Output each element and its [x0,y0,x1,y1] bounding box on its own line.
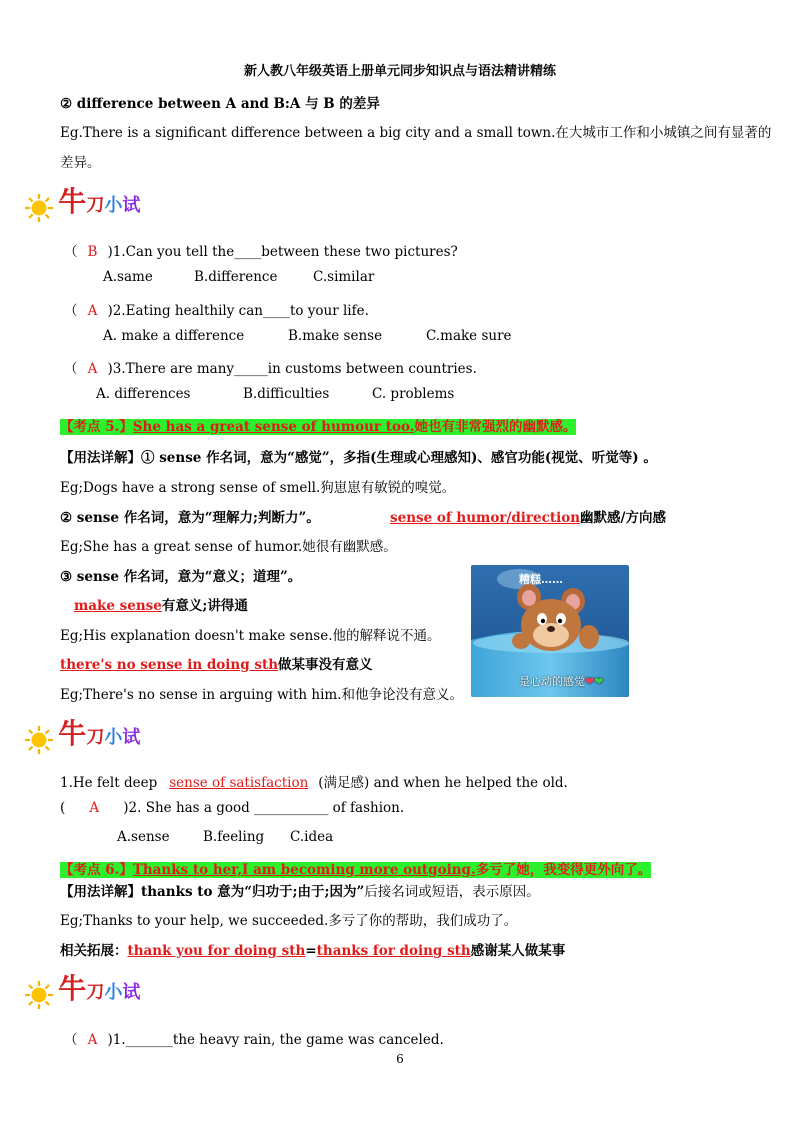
question-text: )3.There are many_____in customs between countries. [107,361,477,377]
question-text: )1.Can you tell the____between these two pictures? [107,244,458,260]
usage-label: 【用法详解】 [60,884,141,900]
example-line: Eg;There's no sense in arguing with him.和他争论没有意义。 [60,687,464,703]
answer: A [89,800,100,816]
question-row: （ B )1.Can you tell the____between these two pictures? [64,244,458,260]
practice-title-char: 牛 [58,717,87,750]
answer: A [87,361,98,377]
phrase: there's no sense in doing sth [60,657,279,673]
usage-line [60,446,657,466]
practice-title [24,967,140,1010]
question-text: )1._______the heavy rain, the game was canceled. [107,1032,444,1048]
usage-line [60,880,540,900]
key-point-label: 【考点 5.】 [60,419,133,435]
practice-title-char: 小 [104,982,123,1003]
sun-icon [24,193,54,223]
option: A.sense [117,829,170,845]
cartoon-image [471,565,629,697]
sun-icon [24,980,54,1010]
practice-title-char: 试 [122,195,141,216]
option: C.idea [290,829,334,845]
example-line: Eg.There is a significant difference between a big city and a small town.在大城市工作和小城镇之间有显著的 [60,125,772,141]
phrase-line [60,594,248,614]
image-caption-bottom [519,673,603,689]
phrase-line [60,653,373,673]
related-label: 相关拓展： [60,943,128,959]
example-line: Eg;She has a great sense of humor.她很有幽默感。 [60,539,397,555]
key-point-title [60,858,651,878]
example-line: Eg;Thanks to your help, we succeeded.多亏了你的帮助，我们成功了。 [60,913,518,929]
image-caption-top: 糟糕…… [519,573,563,586]
option: B.feeling [203,829,265,845]
key-point-english: Thanks to her,I am becoming more outgoing. [132,862,476,878]
usage-label: 【用法详解】 [60,450,141,466]
phrase: sense of humor/direction [390,510,581,526]
sub-heading: ② sense 作名词，意为“理解力;判断力”。 [60,510,320,526]
example-line: Eg;Dogs have a strong sense of smell.狗崽崽有敏锐的嗅觉。 [60,480,456,496]
key-point-chinese: 她也有非常强烈的幽默感。 [414,419,577,435]
key-point-chinese: 多亏了她，我变得更外向了。 [475,862,652,878]
heart-icon: ❤ [594,675,604,688]
practice-title-char: 刀 [86,727,105,748]
example-line: Eg;His explanation doesn't make sense.他的解释说不通。 [60,628,441,644]
answer: A [87,1032,98,1048]
practice-title-char: 试 [122,982,141,1003]
sun-icon [24,725,54,755]
answer: B [87,244,98,260]
related-line [60,939,565,959]
question-text: )2. She has a good ___________ of fashion. [123,800,405,816]
sub-heading: ③ sense 作名词，意为“意义；道理”。 [60,569,302,585]
usage-text: ① sense 作名词，意为“感觉”，多指(生理或心理感知)、感官功能(视觉、听觉等) 。 [141,450,657,466]
question-row: （ A )2.Eating healthily can____to your life. [64,303,369,319]
question-text: (满足感) and when he helped the old. [318,775,568,791]
phrase-line [390,506,666,526]
heart-icon: ❤ [585,675,595,688]
usage-text: 后接名词或短语，表示原因。 [364,884,540,900]
option: A. differences [96,386,191,402]
option: A.same [103,269,153,285]
option: C.similar [313,269,375,285]
question-row: （ A )1._______the heavy rain, the game was canceled. [64,1032,444,1048]
phrase: make sense [74,598,162,614]
phrase-meaning: 做某事没有意义 [278,657,373,673]
question-row: （ A )3.There are many_____in customs between countries. [64,361,477,377]
usage-text: thanks to 意为“归功于;由于;因为” [141,884,365,900]
phrase-meaning: 感谢某人做某事 [470,943,566,959]
option: B.make sense [288,328,383,344]
practice-title-char: 刀 [86,982,105,1003]
phrase: thank you for doing sth [127,943,306,959]
key-point-label: 【考点 6.】 [60,862,133,878]
key-point-english: She has a great sense of humour too. [132,419,415,435]
option: B.difficulties [243,386,330,402]
phrase-meaning: 幽默感/方向感 [580,510,666,526]
page-header: 新人教八年级英语上册单元同步知识点与语法精讲精练 [243,64,556,79]
practice-title [24,712,140,755]
question-text: 1.He felt deep [60,775,158,791]
page-number: 6 [396,1052,404,1066]
option: A. make a difference [103,328,245,344]
answer: sense of satisfaction [169,775,309,791]
practice-title-char: 小 [104,727,123,748]
option: C. problems [372,386,455,402]
practice-title-char: 牛 [58,185,87,218]
practice-title-char: 试 [122,727,141,748]
practice-title-char: 刀 [86,195,105,216]
key-point-title [60,415,576,435]
equals-sign: = [305,943,317,959]
question-text: )2.Eating healthily can____to your life. [107,303,369,319]
practice-title [24,180,140,223]
example-line: 差异。 [60,155,101,171]
practice-title-char: 小 [104,195,123,216]
phrase: thanks for doing sth [316,943,471,959]
image-caption-text: 是心动的感觉 [519,675,585,688]
question-row: ( A )2. She has a good ___________ of fashion. [60,800,405,816]
option: B.difference [194,269,278,285]
question-row [60,771,568,791]
section-heading: ② difference between A and B:A 与 B 的差异 [60,96,380,112]
practice-title-char: 牛 [58,972,87,1005]
answer: A [87,303,98,319]
phrase-meaning: 有意义;讲得通 [161,598,248,614]
option: C.make sure [426,328,512,344]
